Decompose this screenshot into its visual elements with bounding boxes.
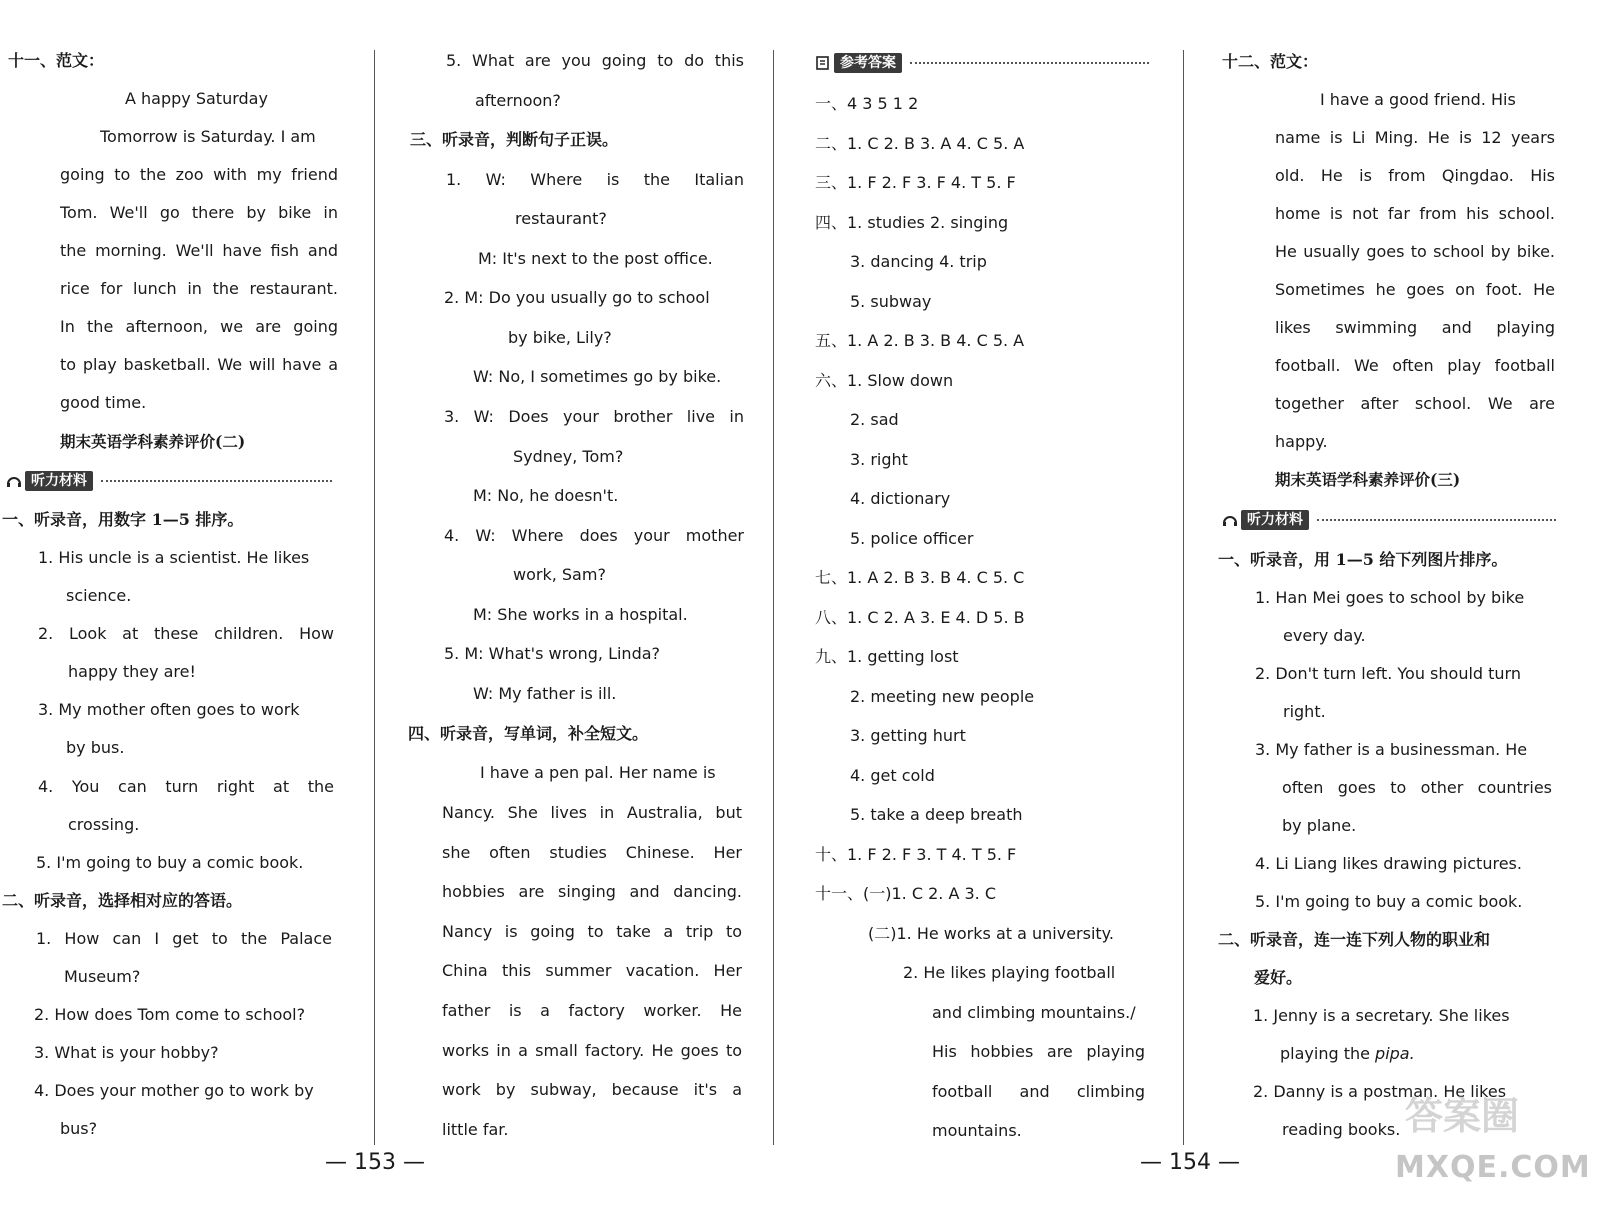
essay-line: Tomorrow is Saturday. I am xyxy=(100,127,316,146)
essay-line: going to the zoo with my friend xyxy=(60,165,338,184)
essay-line: Tom. We'll go there by bike in xyxy=(60,203,338,222)
q3-dialog-line: M: No, he doesn't. xyxy=(473,486,619,505)
q1-item: 1. His uncle is a scientist. He likes xyxy=(38,548,310,567)
answer-line: mountains. xyxy=(932,1121,1022,1140)
page-number-left: — 153 — xyxy=(325,1150,425,1175)
essay-line: likes swimming and playing xyxy=(1275,318,1555,337)
q3-dialog-cont: by bike, Lily? xyxy=(508,328,612,347)
answer-key-header xyxy=(815,52,1149,74)
headphones-icon xyxy=(1222,513,1238,527)
essay-line: to play basketball. We will have a xyxy=(60,355,338,374)
column-divider-3 xyxy=(1183,50,1184,1145)
q2-item-cont: reading books. xyxy=(1282,1120,1401,1139)
answer-line: 2. meeting new people xyxy=(850,687,1035,706)
q1-item-cont: every day. xyxy=(1283,626,1366,645)
q2-item-text: playing the xyxy=(1280,1044,1376,1063)
essay-line: He usually goes to school by bike. xyxy=(1275,242,1555,261)
answer-key-tag: 参考答案 xyxy=(834,53,902,73)
answer-line: 4. dictionary xyxy=(850,489,951,508)
dotted-rule xyxy=(910,62,1149,64)
answer-line: 3. dancing 4. trip xyxy=(850,252,987,271)
page-number-right: — 154 — xyxy=(1140,1150,1240,1175)
essay-line: home is not far from his school. xyxy=(1275,204,1555,223)
q3-dialog-line: M: She works in a hospital. xyxy=(473,605,688,624)
q2-item-italic: pipa. xyxy=(1375,1044,1415,1063)
q2-item-cont: afternoon? xyxy=(475,91,561,110)
q1-item: 5. I'm going to buy a comic book. xyxy=(1255,892,1523,911)
q3-dialog-cont: restaurant? xyxy=(515,209,607,228)
answer-line: 三、1. F 2. F 3. F 4. T 5. F xyxy=(815,173,1016,192)
essay-line: football. We often play football xyxy=(1275,356,1555,375)
q3-heading: 三、听录音，判断句子正误。 xyxy=(410,130,619,149)
q3-dialog-line: W: My father is ill. xyxy=(473,684,617,703)
listening-material-header xyxy=(6,470,332,492)
answer-line: 七、1. A 2. B 3. B 4. C 5. C xyxy=(815,568,1025,587)
answer-line: football and climbing xyxy=(932,1082,1145,1101)
dotted-rule xyxy=(1317,519,1556,521)
q1-item-cont: right. xyxy=(1283,702,1326,721)
q4-passage-line: she often studies Chinese. Her xyxy=(442,843,742,862)
q3-dialog-line: 2. M: Do you usually go to school xyxy=(444,288,710,307)
q1-item: 2. Don't turn left. You should turn xyxy=(1255,664,1521,683)
essay-line: good time. xyxy=(60,393,147,412)
q4-passage-line: little far. xyxy=(442,1120,509,1139)
essay-line: old. He is from Qingdao. His xyxy=(1275,166,1555,185)
exam-title: 期末英语学科素养评价(三) xyxy=(1275,470,1461,489)
essay-line: together after school. We are xyxy=(1275,394,1555,413)
q3-dialog-line: 5. M: What's wrong, Linda? xyxy=(444,644,661,663)
answer-line: 一、4 3 5 1 2 xyxy=(815,94,919,113)
q4-passage-line: China this summer vacation. Her xyxy=(442,961,742,980)
q1-item-cont: crossing. xyxy=(68,815,140,834)
q2-item: 1. Jenny is a secretary. She likes xyxy=(1253,1006,1510,1025)
q4-passage-line: hobbies are singing and dancing. xyxy=(442,882,742,901)
q1-item-cont: science. xyxy=(66,586,132,605)
essay-line: happy. xyxy=(1275,432,1328,451)
q2-item: 2. How does Tom come to school? xyxy=(34,1005,306,1024)
column-divider-2 xyxy=(773,50,774,1145)
q2-item: 5. What are you going to do this xyxy=(446,51,744,70)
q3-dialog-line: M: It's next to the post office. xyxy=(478,249,713,268)
q3-dialog-cont: work, Sam? xyxy=(513,565,606,584)
answer-line: 4. get cold xyxy=(850,766,935,785)
answer-line: 3. getting hurt xyxy=(850,726,966,745)
book-icon xyxy=(815,56,831,70)
q3-dialog-line: W: No, I sometimes go by bike. xyxy=(473,367,722,386)
headphones-icon xyxy=(6,474,22,488)
listening-tag: 听力材料 xyxy=(25,471,93,491)
q3-dialog-cont: Sydney, Tom? xyxy=(513,447,624,466)
answer-line: 九、1. getting lost xyxy=(815,647,959,666)
answer-line: 5. subway xyxy=(850,292,932,311)
q4-passage-line: Nancy. She lives in Australia, but xyxy=(442,803,742,822)
q3-dialog-line: 1. W: Where is the Italian xyxy=(446,170,744,189)
essay-line: In the afternoon, we are going xyxy=(60,317,338,336)
answer-line: 十、1. F 2. F 3. T 4. T 5. F xyxy=(815,845,1017,864)
q2-item: 4. Does your mother go to work by xyxy=(34,1081,314,1100)
answer-line: 2. sad xyxy=(850,410,899,429)
column-divider-1 xyxy=(374,50,375,1145)
essay-title: A happy Saturday xyxy=(125,89,268,108)
listening-tag: 听力材料 xyxy=(1241,510,1309,530)
q1-item: 4. You can turn right at the xyxy=(38,777,334,796)
q1-item-cont: happy they are! xyxy=(68,662,196,681)
exam-title: 期末英语学科素养评价(二) xyxy=(60,432,246,451)
q1-item: 4. Li Liang likes drawing pictures. xyxy=(1255,854,1522,873)
q1-item: 2. Look at these children. How xyxy=(38,624,334,643)
q4-passage-line: works in a small factory. He goes to xyxy=(442,1041,742,1060)
q3-dialog-line: 3. W: Does your brother live in xyxy=(444,407,744,426)
q2-heading: 二、听录音，连一连下列人物的职业和 xyxy=(1218,930,1491,949)
q1-item: 3. My mother often goes to work xyxy=(38,700,300,719)
q2-heading-cont: 爱好。 xyxy=(1254,968,1303,987)
answer-line: 四、1. studies 2. singing xyxy=(815,213,1009,232)
q2-item-cont: bus? xyxy=(60,1119,98,1138)
essay-line: name is Li Ming. He is 12 years xyxy=(1275,128,1555,147)
answer-line: 3. right xyxy=(850,450,908,469)
answer-line: and climbing mountains./ xyxy=(932,1003,1136,1022)
essay-line: Sometimes he goes on foot. He xyxy=(1275,280,1555,299)
watermark-logo: 答案圈 xyxy=(1405,1093,1520,1138)
q4-passage-line: I have a pen pal. Her name is xyxy=(480,763,716,782)
answer-line: 六、1. Slow down xyxy=(815,371,954,390)
essay-line: the morning. We'll have fish and xyxy=(60,241,338,260)
q1-heading: 一、听录音，用数字 1—5 排序。 xyxy=(2,510,244,529)
q3-dialog-line: 4. W: Where does your mother xyxy=(444,526,744,545)
q2-heading: 二、听录音，选择相对应的答语。 xyxy=(2,891,243,910)
q1-item-cont: by plane. xyxy=(1282,816,1357,835)
listening-material-header xyxy=(1222,509,1556,531)
answer-line: 五、1. A 2. B 3. B 4. C 5. A xyxy=(815,331,1025,350)
essay-line: I have a good friend. His xyxy=(1320,90,1516,109)
q4-passage-line: father is a factory worker. He xyxy=(442,1001,742,1020)
q4-heading: 四、听录音，写单词，补全短文。 xyxy=(408,724,649,743)
q2-item: 3. What is your hobby? xyxy=(34,1043,219,1062)
q2-item-cont: Museum? xyxy=(64,967,141,986)
answer-line: (二)1. He works at a university. xyxy=(868,924,1114,943)
q1-item-cont: often goes to other countries xyxy=(1282,778,1552,797)
q1-item: 1. Han Mei goes to school by bike xyxy=(1255,588,1525,607)
q4-passage-line: work by subway, because it's a xyxy=(442,1080,742,1099)
q2-item: 2. Danny is a postman. He likes xyxy=(1253,1082,1507,1101)
answer-line: His hobbies are playing xyxy=(932,1042,1145,1061)
section-12-heading: 十二、范文： xyxy=(1222,52,1319,71)
q1-heading: 一、听录音，用 1—5 给下列图片排序。 xyxy=(1218,550,1508,569)
q4-passage-line: Nancy is going to take a trip to xyxy=(442,922,742,941)
q2-item: 1. How can I get to the Palace xyxy=(36,929,332,948)
answer-line: 2. He likes playing football xyxy=(903,963,1116,982)
q2-item-cont xyxy=(1280,1043,1415,1065)
answer-line: 二、1. C 2. B 3. A 4. C 5. A xyxy=(815,134,1025,153)
section-11-heading: 十一、范文： xyxy=(8,51,105,70)
answer-line: 八、1. C 2. A 3. E 4. D 5. B xyxy=(815,608,1025,627)
q1-item: 5. I'm going to buy a comic book. xyxy=(36,853,304,872)
dotted-rule xyxy=(101,480,332,482)
answer-line: 5. police officer xyxy=(850,529,974,548)
essay-line: rice for lunch in the restaurant. xyxy=(60,279,338,298)
q1-item-cont: by bus. xyxy=(66,738,125,757)
answer-line: 5. take a deep breath xyxy=(850,805,1023,824)
answer-line: 十一、(一)1. C 2. A 3. C xyxy=(815,884,997,903)
q1-item: 3. My father is a businessman. He xyxy=(1255,740,1528,759)
watermark-text: MXQE.COM xyxy=(1395,1150,1591,1185)
